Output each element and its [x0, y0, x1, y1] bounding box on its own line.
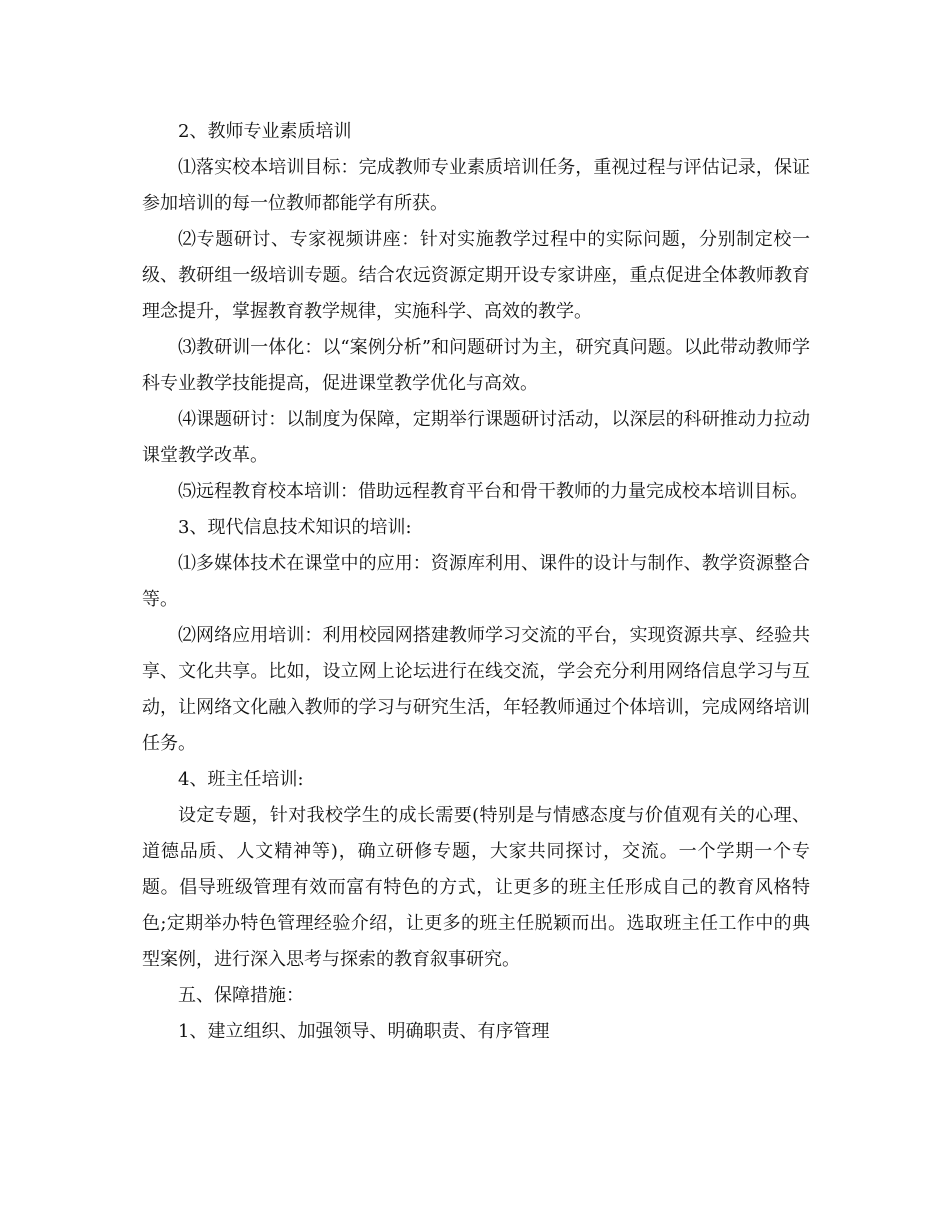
paragraph-training-goal: ⑴落实校本培训目标：完成教师专业素质培训任务，重视过程与评估记录，保证参加培训的每一位教师都能学有所获。 — [142, 157, 810, 214]
paragraph-topic-research: ⑷课题研讨：以制度为保障，定期举行课题研讨活动，以深层的科研推动力拉动课堂教学改革。 — [142, 409, 810, 466]
paragraph-multimedia: ⑴多媒体技术在课堂中的应用：资源库利用、课件的设计与制作、教学资源整合等。 — [142, 553, 810, 610]
heading-safeguards: 五、保障措施： — [178, 985, 304, 1006]
heading-class-teacher-training: 4、班主任培训: — [178, 769, 304, 790]
heading-teacher-training: 2、教师专业素质培训 — [178, 121, 352, 142]
document-body — [142, 114, 810, 1050]
paragraph-remote-education: ⑸远程教育校本培训：借助远程教育平台和骨干教师的力量完成校本培训目标。 — [178, 481, 808, 502]
paragraph-class-teacher-topics: 设定专题，针对我校学生的成长需要(特别是与情感态度与价值观有关的心理、道德品质、人文精神等)，确立研修专题，大家共同探讨，交流。一个学期一个专题。倡导班级管理有效而富有特色的方式，让更多的班主任形成自己的教育风格特色;定期举办特色管理经验介绍，让更多的班主任脱颖而出。选取班主任工作中的典型案例，进行深入思考与探索的教育叙事研究。 — [142, 805, 810, 970]
paragraph-network-training: ⑵网络应用培训：利用校园网搭建教师学习交流的平台，实现资源共享、经验共享、文化共享。比如，设立网上论坛进行在线交流，学会充分利用网络信息学习与互动，让网络文化融入教师的学习与研究生活，年轻教师通过个体培训，完成网络培训任务。 — [142, 625, 810, 754]
heading-it-training: 3、现代信息技术知识的培训: — [178, 517, 412, 538]
paragraph-integration: ⑶教研训一体化：以“案例分析”和问题研讨为主，研究真问题。以此带动教师学科专业教学技能提高，促进课堂教学优化与高效。 — [142, 337, 810, 394]
paragraph-expert-lectures: ⑵专题研讨、专家视频讲座：针对实施教学过程中的实际问题，分别制定校一级、教研组一级培训专题。结合农远资源定期开设专家讲座，重点促进全体教师教育理念提升，掌握教育教学规律，实施科学、高效的教学。 — [142, 229, 810, 322]
paragraph-organization: 1、建立组织、加强领导、明确职责、有序管理 — [178, 1021, 550, 1042]
